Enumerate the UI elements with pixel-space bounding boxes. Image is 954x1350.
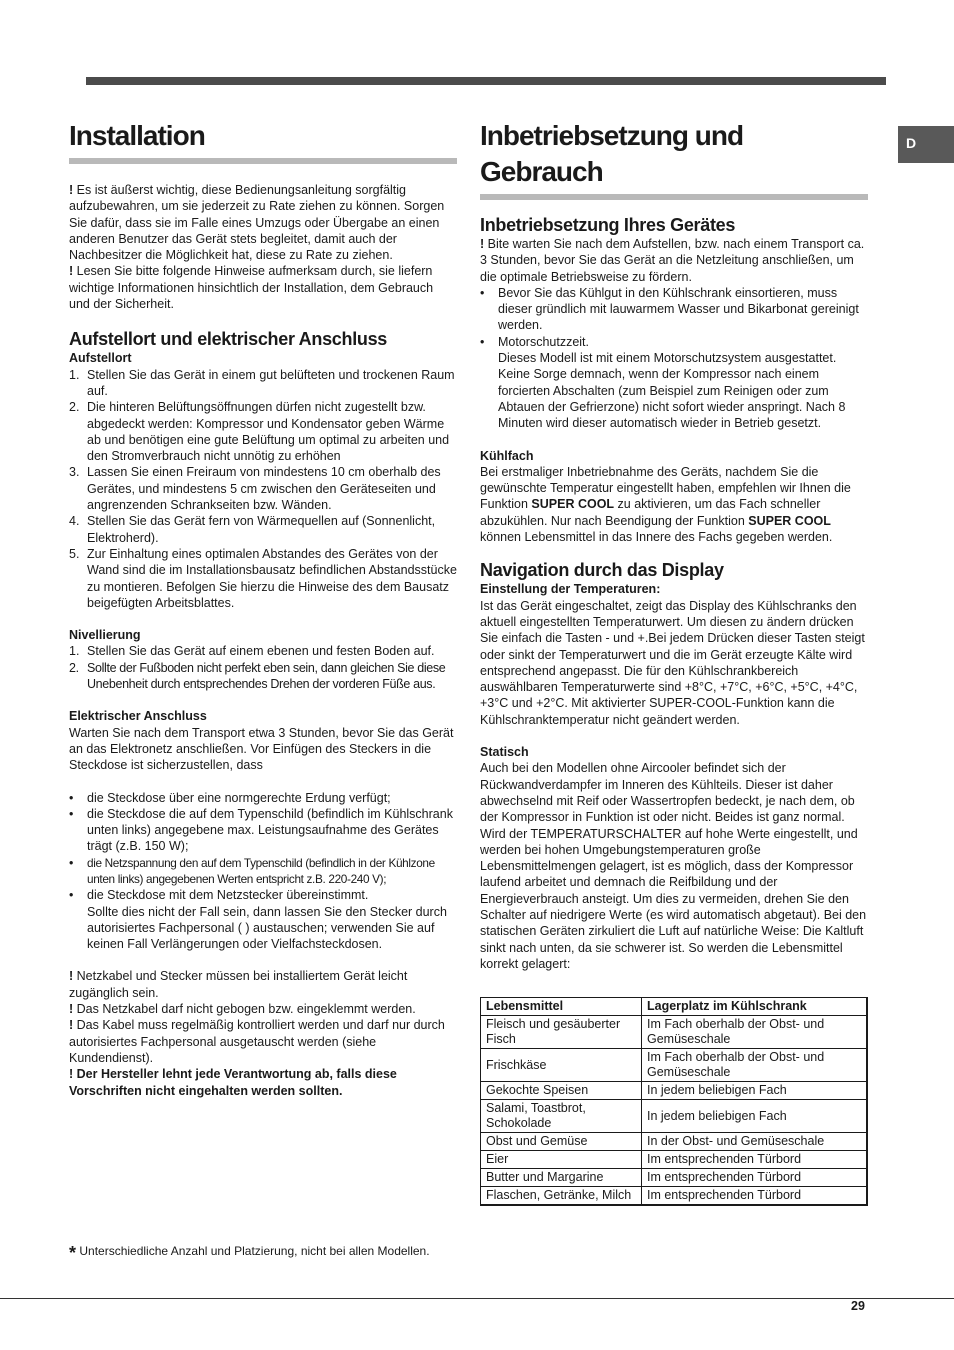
footnote [69, 1243, 430, 1261]
table-cell: Butter und Margarine [481, 1169, 642, 1187]
intro-text: Lesen Sie bitte folgende Hinweise aufmerksam durch, sie liefern wichtige Informationen hinsichtlich der Installation, dem Gebrauch und der Sicherheit. [69, 264, 434, 312]
elektrisch-bullets [69, 790, 457, 904]
inbetrieb-text: ! Bite warten Sie nach dem Aufstellen, bzw. nach einem Transport ca. 3 Stunden, bevor Sie das Gerät an die Netzleitung anschließen, um die optimale Betriebsweise zu fördern. [480, 237, 865, 284]
list-item: 1. Stellen Sie das Gerät in einem gut belüfteten und trockenen Raum auf. [69, 367, 455, 398]
table-cell: Eier [481, 1151, 642, 1169]
warnings-block [69, 968, 457, 1098]
aufstellort-list [69, 367, 457, 611]
right-column [480, 112, 868, 1206]
inbetriebsetzung-title: Inbetriebsetzung und Gebrauch [480, 112, 868, 200]
table-cell: In jedem beliebigen Fach [642, 1082, 868, 1100]
bottom-rule [0, 1298, 954, 1299]
table-cell: Flaschen, Getränke, Milch [481, 1187, 642, 1206]
disclaimer: ! Der Hersteller lehnt jede Verantwortung ab, falls diese Vorschriften nicht eingehalten werden sollten. [69, 1067, 397, 1098]
left-column [69, 112, 457, 1099]
intro-block [69, 182, 457, 312]
list-item: • Bevor Sie das Kühlgut in den Kühlschrank einsortieren, muss dieser gründlich mit lauwarmem Wasser und Bikarbonat gereinigt werden. [480, 285, 859, 333]
storage-table [480, 997, 868, 1206]
warning-mark: ! [69, 183, 74, 197]
table-cell: Obst und Gemüse [481, 1133, 642, 1151]
table-row [481, 1100, 868, 1133]
intro-text: Es ist äußerst wichtig, diese Bedienungsanleitung sorgfältig aufzubewahren, um sie jederzeit zu Rate ziehen zu können. Sorgen Sie dafür, dass sie im Falle eines Umzugs oder Übergabe an einen anderen Benutzer das Gerät stets begleitet, damit auch der Nachbesitzer die Möglichkeit hat, diese zu Rate zu ziehen. [69, 183, 445, 263]
table-row [481, 1151, 868, 1169]
list-item: • die Netzspannung den auf dem Typenschild (befindlich in der Kühlzone unten links) angegebenen Werten entspricht z.B. 220-240 V); [69, 855, 435, 886]
list-item: 3. Lassen Sie einen Freiraum von mindestens 10 cm oberhalb des Gerätes, und mindestens 5 cm zwischen den Geräteseiten und angrenzenden Schrankseiten bzw. Wänden. [69, 465, 441, 513]
table-row [481, 1169, 868, 1187]
table-cell: In jedem beliebigen Fach [642, 1100, 868, 1133]
navigation-heading: Navigation durch das Display [480, 560, 724, 581]
table-row [481, 1187, 868, 1206]
list-item: 5. Zur Einhaltung eines optimalen Abstandes des Gerätes von der Wand sind die im Installationsbausatz befindlichen Abstandsstücke zu montieren. Befolgen Sie hierzu die Hinweise des dem Bausatz beigefügten Arbeitsblattes. [69, 546, 457, 610]
warning-paragraph: ! Netzkabel und Stecker müssen bei installiertem Gerät leicht zugänglich sein. [69, 969, 408, 1000]
footnote-star: * [69, 1243, 77, 1263]
table-header-cell: Lebensmittel [481, 998, 642, 1016]
warning-mark: ! [69, 264, 74, 279]
list-item: • die Steckdose mit dem Netzstecker übereinstimmt. [69, 888, 369, 903]
kuehlfach-text: Bei erstmaliger Inbetriebnahme des Geräts, nachdem Sie die gewünschte Temperatur eingestellt haben, empfehlen wir Ihnen die Funktion SUPER COOL zu aktivieren, um das Fach schneller abzukühlen. Nur nach Beendigung der Funktion SUPER COOL können Lebensmittel in das Innere des Fachs gegeben werden. [480, 464, 851, 545]
elektrisch-heading: Elektrischer Anschluss [69, 709, 207, 724]
table-row [481, 1049, 868, 1082]
elektrisch-note: Sollte dies nicht der Fall sein, dann lassen Sie den Stecker durch autorisiertes Fachpersonal ( ) austauschen; verwenden Sie auf keinen Fall Verlängerungen oder Vielfachsteckdosen. [87, 904, 447, 952]
table-cell: Salami, Toastbrot, Schokolade [481, 1100, 642, 1133]
table-cell: Im entsprechenden Türbord [642, 1151, 868, 1169]
top-rule [86, 77, 886, 85]
navigation-text: Ist das Gerät eingeschaltet, zeigt das Display des Kühlschranks den aktuell eingestellten Temperaturwert. Um diesen zu ändern drücken Sie einfach die Tasten - und +.Bei jedem Drücken dieser Tasten steigt oder sinkt der Temperaturwert und die im Gerät erzeugte Kälte wird entsprechend angepasst. Die für den Kühlschrankbereich auswählbaren Temperaturwerte sind +8°C, +7°C, +6°C, +5°C, +4°C, +3°C und +2°C. Mit aktivierter SUPER-COOL-Funktion kann die Kühlschranktemperatur nicht geändert werden. [480, 598, 865, 727]
list-item: 4. Stellen Sie das Gerät fern von Wärmequellen auf (Sonnenlicht, Elektroherd). [69, 514, 436, 545]
table-row [481, 1133, 868, 1151]
table-header-cell: Lagerplatz im Kühlschrank [642, 998, 868, 1016]
kuehlfach-heading: Kühlfach [480, 448, 534, 463]
list-item: • Motorschutzzeit. Dieses Modell ist mit einem Motorschutzsystem ausgestattet. Keine Sorge demnach, wenn der Kompressor nach einem forcierten Abschalten (zum Beispiel zum Reinigen oder zum Abtauen der Gefrierzone) nicht sofort wieder anspringt. Nach 8 Minuten wird dieser automatisch wieder in Betrieb gesetzt. [480, 334, 846, 431]
list-item: 1. Stellen Sie das Gerät auf einem ebenen und festen Boden auf. [69, 644, 435, 659]
warning-paragraph: ! Das Netzkabel darf nicht gebogen bzw. eingeklemmt werden. [69, 1002, 416, 1017]
warning-paragraph: ! Das Kabel muss regelmäßig kontrolliert werden und darf nur durch autorisiertes Fachpersonal ausgetauscht werden (siehe Kundendienst). [69, 1018, 445, 1065]
table-cell: Im entsprechenden Türbord [642, 1169, 868, 1187]
installation-title: Installation [69, 112, 457, 164]
table-row [481, 1082, 868, 1100]
inbetrieb-bullets [480, 285, 868, 432]
table-cell: Im entsprechenden Türbord [642, 1187, 868, 1206]
table-cell: Fleisch und gesäuberter Fisch [481, 1016, 642, 1049]
statisch-heading: Statisch [480, 745, 529, 760]
nivellierung-heading: Nivellierung [69, 628, 141, 643]
section-title-aufstellort: Aufstellort und elektrischer Anschluss [69, 329, 388, 350]
list-item: • die Steckdose über eine normgerechte Erdung verfügt; [69, 790, 391, 805]
list-item: • die Steckdose die auf dem Typenschild (befindlich im Kühlschrank unten links) angegebene max. Leistungsaufnahme des Gerätes trägt (z.B. 150 W); [69, 806, 453, 854]
intro-paragraph [69, 263, 457, 312]
elektrisch-intro: Warten Sie nach dem Transport etwa 3 Stunden, bevor Sie das Gerät an das Elektronetz anschließen. Vor Einfügen des Steckers in die Steckdose ist sicherzustellen, dass [69, 725, 454, 773]
table-cell: Im Fach oberhalb der Obst- und Gemüseschale [642, 1049, 868, 1082]
aufstellort-heading: Aufstellort [69, 351, 132, 366]
table-header-row [481, 998, 868, 1016]
table-cell: Frischkäse [481, 1049, 642, 1082]
list-item: 2. Sollte der Fußboden nicht perfekt eben sein, dann gleichen Sie diese Unebenheit durch entsprechendes Drehen der vorderen Füße aus. [69, 660, 446, 692]
table-cell: Gekochte Speisen [481, 1082, 642, 1100]
list-item: 2. Die hinteren Belüftungsöffnungen dürfen nicht zugestellt bzw. abgedeckt werden: Kompressor und Kondensator geben Wärme ab und benötigen eine gute Belüftung um optimal zu arbeiten und den Stromverbrauch nicht unnötig zu erhöhen [69, 400, 450, 464]
language-tab: D [898, 126, 954, 163]
table-row [481, 1016, 868, 1049]
nivellierung-list [69, 643, 457, 692]
table-cell: In der Obst- und Gemüseschale [642, 1133, 868, 1151]
table-cell: Im Fach oberhalb der Obst- und Gemüseschale [642, 1016, 868, 1049]
page-number: 29 [851, 1299, 865, 1313]
statisch-text: Auch bei den Modellen ohne Aircooler befindet sich der Rückwandverdampfer im Inneren des Kühlteils. Dieser ist daher abwechselnd mit Reif oder Wassertropfen bedeckt, je nach dem, ob der Kompressor in Funktion ist oder nicht. Beides ist ganz normal. Wird der TEMPERATURSCHALTER auf hohe Werte eingestellt, und werden bei hohen Umgebungstemperaturen große Lebensmittelmengen gelagert, ist es möglich, dass der Kompressor laufend arbeitet und demnach die Reifbildung und der Energieverbrauch ansteigt. Um dies zu vermeiden, drehen Sie den Schalter auf niedrigere Werte (es wird automatisch abgetaut). Bei den statischen Geräten zirkuliert die Luft auf natürliche Weise: Die Kaltluft sinkt nach unten, da sie schwerer ist. So werden die Lebensmittel korrekt gelagert: [480, 761, 867, 971]
intro-paragraph [69, 182, 457, 263]
navigation-subheading: Einstellung der Temperaturen: [480, 582, 661, 597]
footnote-text: Unterschiedliche Anzahl und Platzierung, nicht bei allen Modellen. [76, 1244, 430, 1258]
inbetrieb-heading: Inbetriebsetzung Ihres Gerätes [480, 215, 736, 235]
